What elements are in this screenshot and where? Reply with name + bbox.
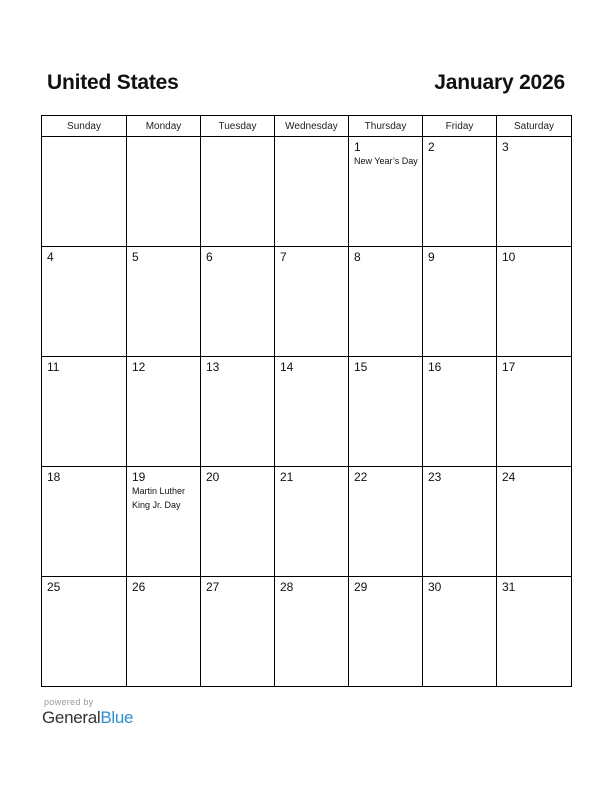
day-number: 6: [206, 250, 213, 264]
week-row: [42, 357, 572, 467]
weekday-wednesday: Wednesday: [275, 116, 349, 137]
day-cell: [275, 577, 349, 687]
day-number: 11: [47, 360, 60, 374]
week-row: [42, 247, 572, 357]
day-cell: [497, 577, 572, 687]
day-number: [275, 137, 348, 140]
day-number: 16: [428, 360, 442, 374]
day-number: 14: [280, 360, 294, 374]
day-number: 30: [428, 580, 442, 594]
day-cell: [42, 577, 127, 687]
day-cell: [349, 247, 423, 357]
day-cell: [349, 357, 423, 467]
holiday-label: Martin Luther King Jr. Day: [132, 486, 186, 510]
day-number: 1: [354, 140, 361, 154]
weekday-saturday: Saturday: [497, 116, 572, 137]
day-number: 13: [206, 360, 220, 374]
day-number: 10: [502, 250, 516, 264]
day-cell: [349, 137, 423, 247]
day-cell: [42, 247, 127, 357]
day-cell: [201, 357, 275, 467]
day-number: 24: [502, 470, 516, 484]
day-number: 8: [354, 250, 361, 264]
day-number: 19: [132, 470, 146, 484]
week-row: [42, 577, 572, 687]
day-number: 29: [354, 580, 368, 594]
day-cell: [201, 247, 275, 357]
month-title: January 2026: [434, 71, 565, 94]
weekday-tuesday: Tuesday: [201, 116, 275, 137]
day-cell: [127, 467, 201, 577]
day-cell: [497, 247, 572, 357]
day-number: 20: [206, 470, 220, 484]
day-number: [201, 137, 274, 140]
day-cell: [275, 247, 349, 357]
day-cell: [497, 357, 572, 467]
calendar-body: [42, 137, 572, 687]
day-number: 27: [206, 580, 220, 594]
day-cell: [127, 247, 201, 357]
day-number: [42, 137, 126, 140]
day-number: 4: [47, 250, 54, 264]
day-cell: [349, 467, 423, 577]
weekday-monday: Monday: [127, 116, 201, 137]
logo-general-text: General: [42, 708, 101, 727]
day-number: 7: [280, 250, 287, 264]
day-number: 3: [502, 140, 509, 154]
day-number: 25: [47, 580, 61, 594]
day-number: 26: [132, 580, 146, 594]
calendar-grid: [41, 115, 572, 687]
powered-by-label: powered by: [44, 697, 94, 707]
holiday-label: New Year’s Day: [354, 156, 418, 166]
day-cell: [42, 467, 127, 577]
day-cell: [423, 247, 497, 357]
day-number: [127, 137, 200, 140]
day-number: 31: [502, 580, 516, 594]
day-cell: [423, 467, 497, 577]
weekday-friday: Friday: [423, 116, 497, 137]
day-number: 21: [280, 470, 294, 484]
day-cell: [349, 577, 423, 687]
day-number: 17: [502, 360, 516, 374]
day-cell: [201, 577, 275, 687]
weekday-thursday: Thursday: [349, 116, 423, 137]
day-number: 28: [280, 580, 294, 594]
day-cell: [423, 577, 497, 687]
day-cell: [275, 467, 349, 577]
generalblue-logo[interactable]: [42, 708, 133, 728]
day-cell: [275, 137, 349, 247]
day-number: 9: [428, 250, 435, 264]
day-number: 23: [428, 470, 442, 484]
day-cell: [42, 357, 127, 467]
day-cell: [423, 137, 497, 247]
day-cell: [497, 137, 572, 247]
day-cell: [127, 137, 201, 247]
day-number: 12: [132, 360, 146, 374]
day-number: 5: [132, 250, 139, 264]
day-cell: [497, 467, 572, 577]
day-cell: [201, 467, 275, 577]
week-row: [42, 137, 572, 247]
weekday-header-row: [42, 116, 572, 137]
day-number: 15: [354, 360, 368, 374]
day-cell: [275, 357, 349, 467]
logo-blue-text: Blue: [100, 708, 134, 727]
weekday-sunday: Sunday: [42, 116, 127, 137]
day-number: 22: [354, 470, 368, 484]
country-title: United States: [47, 71, 179, 94]
day-cell: [201, 137, 275, 247]
day-cell: [423, 357, 497, 467]
day-number: 2: [428, 140, 435, 154]
day-cell: [127, 577, 201, 687]
day-cell: [127, 357, 201, 467]
day-cell: [42, 137, 127, 247]
week-row: [42, 467, 572, 577]
day-number: 18: [47, 470, 61, 484]
